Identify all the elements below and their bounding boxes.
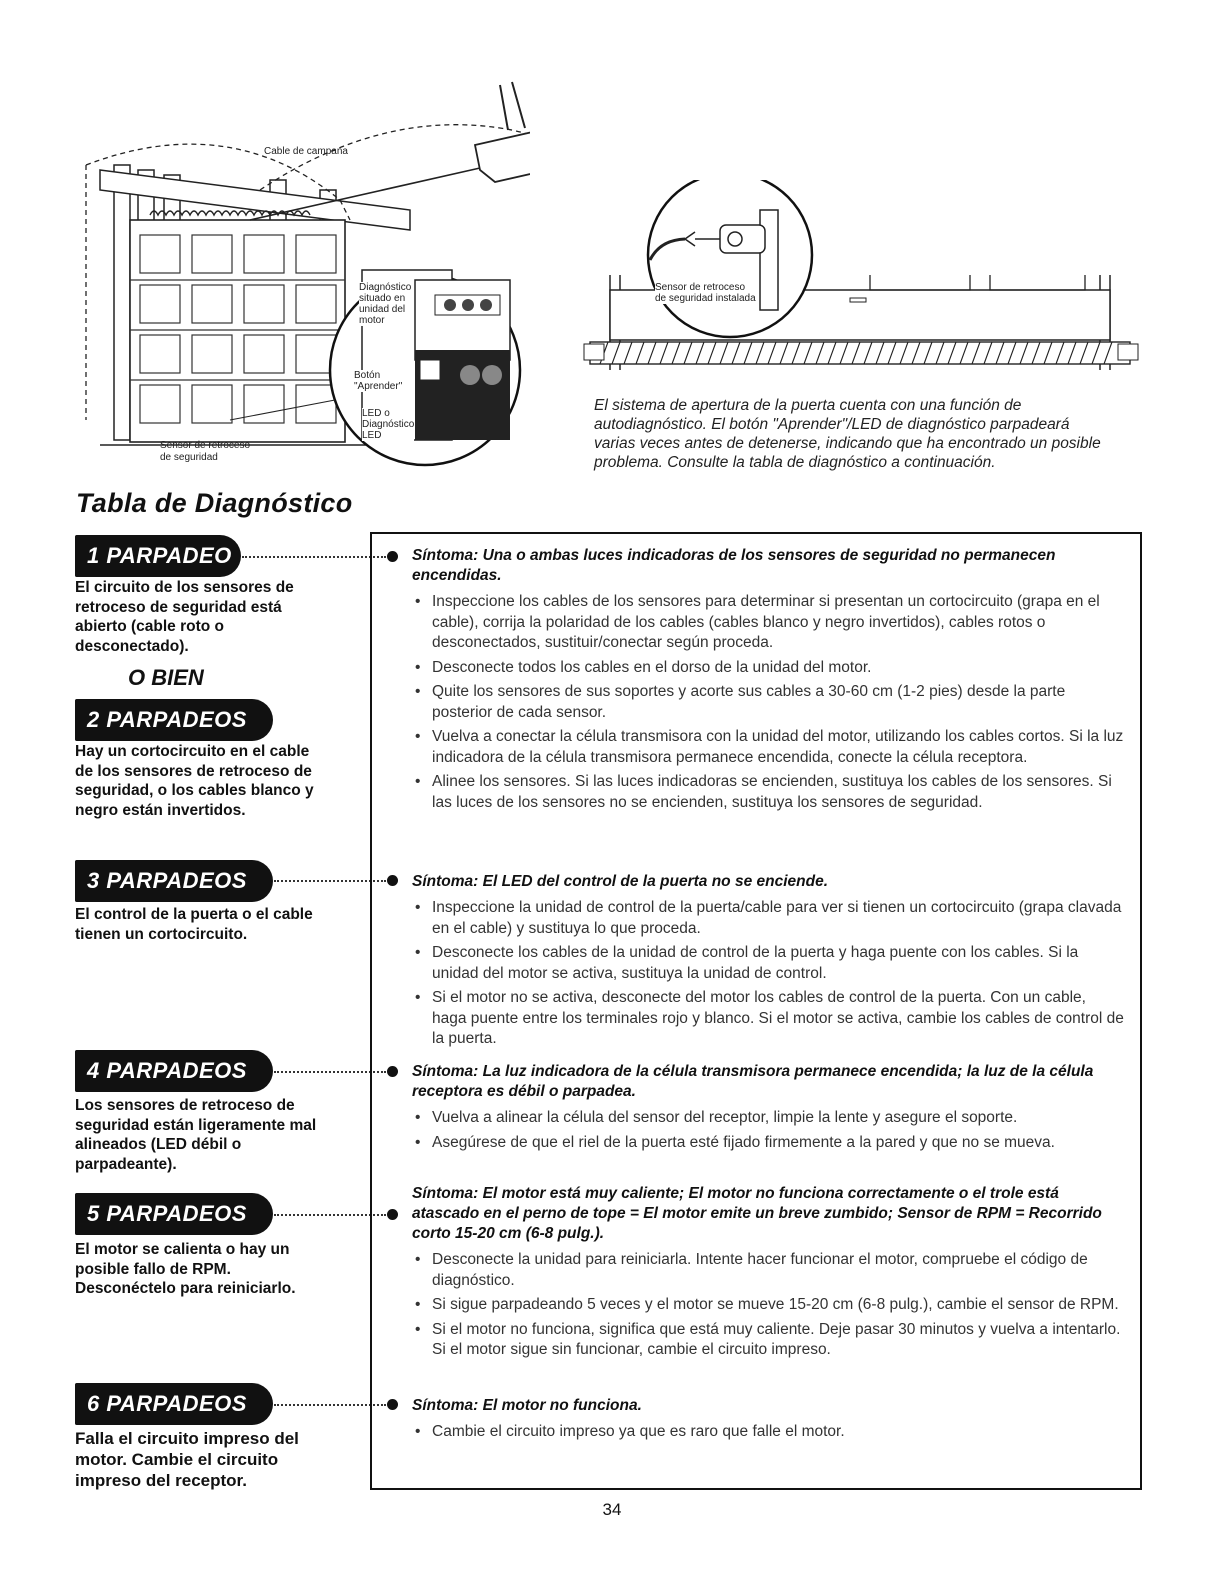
code-1-description: El circuito de los sensores de retroceso de seguridad está abierto (cable roto o desconectado). xyxy=(75,579,294,655)
code-6-description: Falla el circuito impreso del motor. Cambie el circuito impreso del receptor. xyxy=(75,1429,299,1490)
code-5-description: El motor se calienta o hay un posible fallo de RPM. Desconéctelo para reiniciarlo. xyxy=(75,1241,296,1297)
list-item: • Si el motor no funciona, significa que está muy caliente. Deje pasar 30 minutos y vuelva a intentarlo. Si el motor sigue sin funcionar, cambie el circuito impreso. xyxy=(412,1320,1124,1361)
symptom-4-list xyxy=(412,1250,1124,1365)
list-item: • Alinee los sensores. Si las luces indicadoras se encienden, sustituya los cables de los sensores. Si las luces de los sensores no se encienden, sustituya los sensores de seguridad. xyxy=(412,772,1124,813)
list-item: • Quite los sensores de sus soportes y acorte sus cables a 30-60 cm (1-2 pies) desde la parte posterior de cada sensor. xyxy=(412,682,1124,723)
list-item: • Desconecte la unidad para reiniciarla. Intente hacer funcionar el motor, compruebe el código de diagnóstico. xyxy=(412,1250,1124,1291)
symptom-3-title: Síntoma: La luz indicadora de la célula transmisora permanece encendida; la luz de la célula receptora es débil o parpadea. xyxy=(412,1063,1094,1100)
figure-label-sensor-installed: Sensor de retroceso de seguridad instalada xyxy=(655,282,756,304)
list-item: • Si el motor no se activa, desconecte del motor los cables de control de la puerta. Con un cable, haga puente entre los terminales rojo y blanco. Si el motor se activa, cambie los cables de control de la puerta. xyxy=(412,988,1124,1050)
symptom-5-list xyxy=(412,1422,1124,1447)
page-title: Tabla de Diagnóstico xyxy=(76,488,353,518)
figure-caption: El sistema de apertura de la puerta cuenta con una función de autodiagnóstico. El botón "Aprender"/LED de diagnóstico parpadeará varias veces antes de detenerse, indicando que ha encontrado un posible problema. Consulte la tabla de diagnóstico a continuación. xyxy=(594,397,1101,471)
figure-label-learn-button: Botón "Aprender" xyxy=(354,370,403,392)
symptom-1-list xyxy=(412,592,1124,817)
list-item: • Si sigue parpadeando 5 veces y el motor se mueve 15-20 cm (6-8 pulg.), cambie el sensor de RPM. xyxy=(412,1295,1124,1316)
list-item: • Desconecte todos los cables en el dorso de la unidad del motor. xyxy=(412,658,1124,679)
list-item: • Desconecte los cables de la unidad de control de la puerta y haga puente con los cables. Si la unidad del motor se activa, sustituya la unidad de control. xyxy=(412,943,1124,984)
badge-1-flash: 1 PARPADEO xyxy=(75,535,241,577)
garage-door-illustration xyxy=(80,70,530,490)
badge-5-flashes: 5 PARPADEOS xyxy=(75,1193,273,1235)
badge-2-flashes: 2 PARPADEOS xyxy=(75,699,273,741)
badge-3-flashes: 3 PARPADEOS xyxy=(75,860,273,902)
figure-label-cable: Cable de campana xyxy=(264,146,348,157)
figure-label-sensor-1: Sensor de retroceso xyxy=(160,440,251,451)
symptom-2-title: Síntoma: El LED del control de la puerta no se enciende. xyxy=(412,873,828,890)
symptom-1-title: Síntoma: Una o ambas luces indicadoras de los sensores de seguridad no permanecen encendidas. xyxy=(412,547,1056,584)
symptom-4-title: Síntoma: El motor está muy caliente; El motor no funciona correctamente o el trole está atascado en el perno de tope = El motor emite un breve zumbido; Sensor de RPM = Recorrido corto 15-20 cm (6-8 pulg.). xyxy=(412,1185,1102,1242)
list-item: • Inspeccione la unidad de control de la puerta/cable para ver si tienen un cortocircuito (grapa clavada en el cable) y sustituya lo que proceda. xyxy=(412,898,1124,939)
code-4-description: Los sensores de retroceso de seguridad están ligeramente mal alineados (LED débil o parpadeante). xyxy=(75,1097,317,1173)
list-item: • Vuelva a conectar la célula transmisora con la unidad del motor, utilizando los cables cortos. Si la luz indicadora de la célula transmisora permanece encendida, conecte la célula receptora. xyxy=(412,727,1124,768)
list-item: • Vuelva a alinear la célula del sensor del receptor, limpie la lente y asegure el soporte. xyxy=(412,1108,1124,1129)
list-item: • Asegúrese de que el riel de la puerta esté fijado firmemente a la pared y que no se mueva. xyxy=(412,1133,1124,1154)
symptom-3-list xyxy=(412,1108,1124,1157)
page-number: 34 xyxy=(602,1500,622,1519)
or-label: O BIEN xyxy=(128,665,204,690)
figure-label-diagnostic: Diagnóstico situado en unidad del motor xyxy=(359,282,412,326)
symptom-2-list xyxy=(412,898,1124,1054)
list-item: • Inspeccione los cables de los sensores para determinar si presentan un cortocircuito (grapa en el cable), corrija la polaridad de los cables (cables blanco y negro invertidos), cables rotos o desconectados, sustituir/conectar según proceda. xyxy=(412,592,1124,654)
badge-6-flashes: 6 PARPADEOS xyxy=(75,1383,273,1425)
symptom-5-title: Síntoma: El motor no funciona. xyxy=(412,1397,642,1414)
list-item: • Cambie el circuito impreso ya que es raro que falle el motor. xyxy=(412,1422,1124,1443)
connector-line-1 xyxy=(242,556,386,558)
code-3-description: El control de la puerta o el cable tienen un cortocircuito. xyxy=(75,906,313,943)
sensor-installed-illustration xyxy=(570,180,1160,380)
figure-label-led: LED o Diagnóstico LED xyxy=(362,408,415,441)
code-2-description: Hay un cortocircuito en el cable de los sensores de retroceso de seguridad, o los cables blanco y negro están invertidos. xyxy=(75,743,314,819)
figure-label-sensor-2: de seguridad xyxy=(160,452,218,463)
badge-4-flashes: 4 PARPADEOS xyxy=(75,1050,273,1092)
